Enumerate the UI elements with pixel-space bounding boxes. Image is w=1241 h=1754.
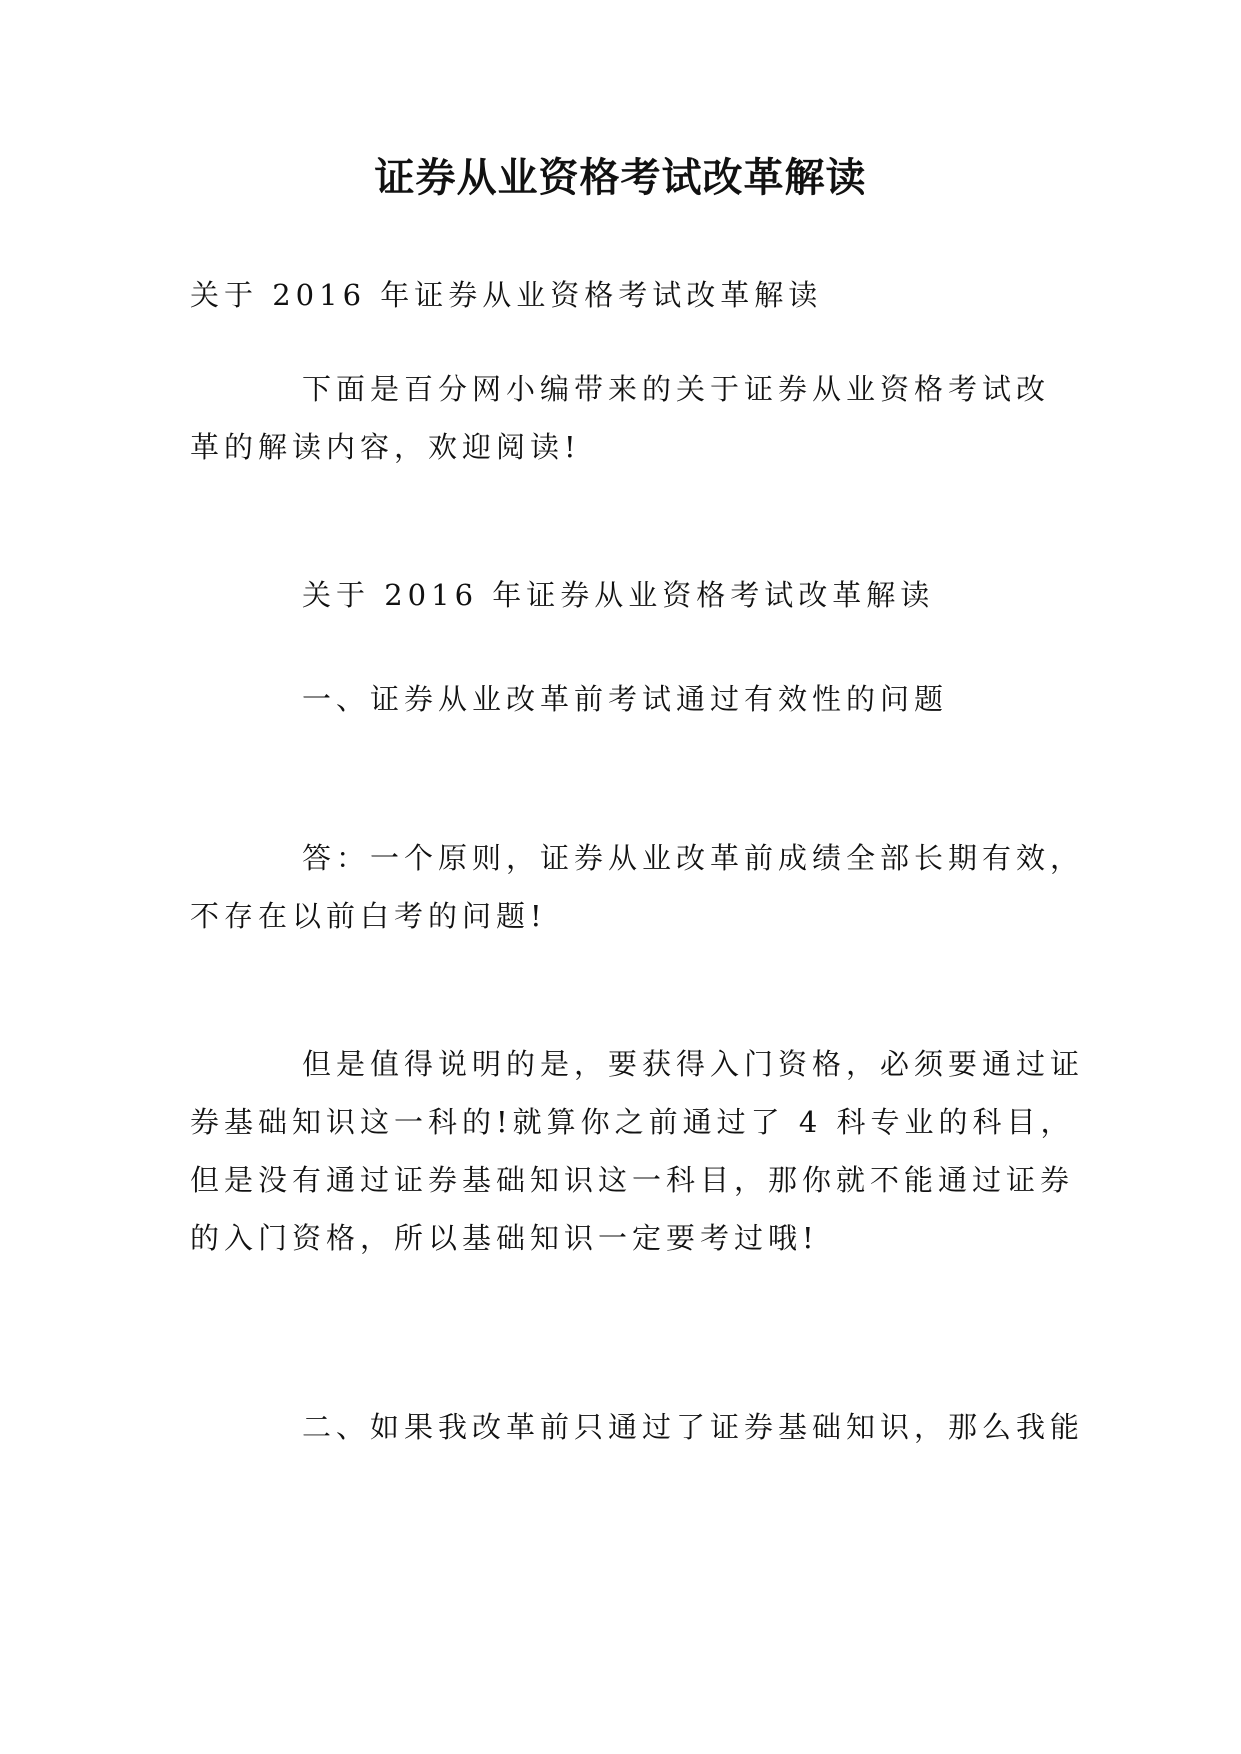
document-title: 证券从业资格考试改革解读 <box>374 155 867 201</box>
section-heading <box>190 566 1060 624</box>
intro-heading <box>190 266 1060 324</box>
explanation-paragraph <box>190 1035 1085 1267</box>
question-one-heading <box>190 670 1060 728</box>
paragraph-line: 二、如果我改革前只通过了证券基础知识，那么我能 <box>302 1410 1085 1444</box>
intro-paragraph <box>190 360 1060 476</box>
paragraph-line: 革的解读内容，欢迎阅读! <box>190 430 581 464</box>
paragraph-line: 关于 2016 年证券从业资格考试改革解读 <box>190 278 823 312</box>
paragraph-line: 答：一个原则，证券从业改革前成绩全部长期有效， <box>302 841 1085 875</box>
paragraph-line: 下面是百分网小编带来的关于证券从业资格考试改 <box>302 372 1051 406</box>
paragraph-line: 但是没有通过证券基础知识这一科目，那你就不能通过证券 <box>190 1163 1075 1197</box>
answer-paragraph <box>190 829 1085 945</box>
paragraph-line: 券基础知识这一科的!就算你之前通过了 4 科专业的科目， <box>190 1105 1075 1139</box>
paragraph-line: 不存在以前白考的问题! <box>190 899 547 933</box>
paragraph-line: 但是值得说明的是，要获得入门资格，必须要通过证 <box>302 1047 1085 1081</box>
paragraph-line: 的入门资格，所以基础知识一定要考过哦! <box>190 1221 819 1255</box>
question-two-heading <box>190 1398 1085 1456</box>
paragraph-line: 关于 2016 年证券从业资格考试改革解读 <box>302 578 935 612</box>
paragraph-line: 一、证券从业改革前考试通过有效性的问题 <box>302 682 949 716</box>
